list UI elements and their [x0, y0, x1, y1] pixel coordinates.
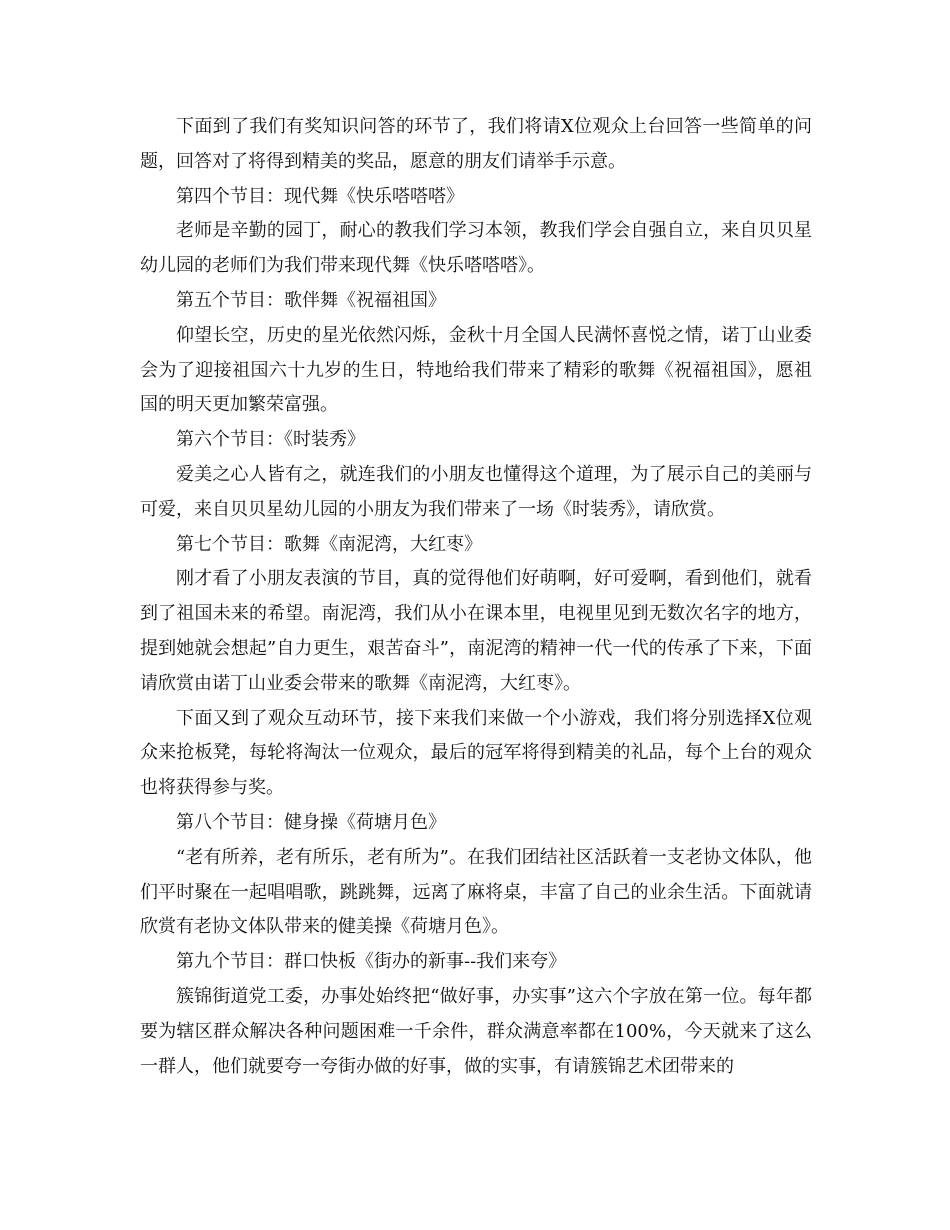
document-body: [140, 110, 812, 1084]
paragraph-program-6: 爱美之心人皆有之，就连我们的小朋友也懂得这个道理，为了展示自己的美丽与可爱，来自贝贝星幼儿园的小朋友为我们带来了一场《时装秀》，请欣赏。: [140, 463, 812, 520]
paragraph-program-7: 刚才看了小朋友表演的节目，真的觉得他们好萌啊，好可爱啊，看到他们，就看到了祖国未来的希望。南泥湾，我们从小在课本里，电视里见到无数次名字的地方，提到她就会想起”自力更生，艰苦奋斗”，南泥湾的精神一代一代的传承了下来，下面请欣赏由诺丁山业委会带来的歌舞《南泥湾，大红枣》。: [140, 568, 812, 694]
paragraph-program-9: 簇锦街道党工委，办事处始终把“做好事，办实事”这六个字放在第一位。每年都要为辖区群众解决各种问题困难一千余件，群众满意率都在100%，今天就来了这么一群人，他们就要夸一夸街办做的好事，做的实事，有请簇锦艺术团带来的: [140, 985, 812, 1077]
program-heading-5: 第五个节目：歌伴舞《祝福祖国》: [176, 289, 446, 311]
paragraph-quiz-intro: 下面到了我们有奖知识问答的环节了，我们将请X位观众上台回答一些简单的问题，回答对了将得到精美的奖品，愿意的朋友们请举手示意。: [140, 116, 812, 172]
program-heading-4: 第四个节目：现代舞《快乐嗒嗒嗒》: [176, 185, 464, 207]
program-heading-8: 第八个节目：健身操《荷塘月色》: [176, 811, 446, 833]
program-heading-6: 第六个节目：《时装秀》: [176, 429, 365, 451]
program-heading-7: 第七个节目：歌舞《南泥湾，大红枣》: [176, 533, 482, 555]
paragraph-program-4: 老师是辛勤的园丁，耐心的教我们学习本领，教我们学会自强自立，来自贝贝星幼儿园的老师们为我们带来现代舞《快乐嗒嗒嗒》。: [140, 220, 812, 277]
program-heading-9: 第九个节目：群口快板《街办的新事--我们来夸》: [176, 951, 567, 973]
paragraph-program-8: “老有所养，老有所乐，老有所为”。在我们团结社区活跃着一支老协文体队，他们平时聚在一起唱唱歌，跳跳舞，远离了麻将桌，丰富了自己的业余生活。下面就请欣赏有老协文体队带来的健美操《荷塘月色》。: [140, 846, 812, 938]
paragraph-program-5: 仰望长空，历史的星光依然闪烁，金秋十月全国人民满怀喜悦之情，诺丁山业委会为了迎接祖国六十九岁的生日，特地给我们带来了精彩的歌舞《祝福祖国》，愿祖国的明天更加繁荣富强。: [140, 324, 812, 416]
paragraph-audience-game: 下面又到了观众互动环节，接下来我们来做一个小游戏，我们将分别选择X位观众来抢板凳，每轮将淘汰一位观众，最后的冠军将得到精美的礼品，每个上台的观众也将获得参与奖。: [140, 707, 812, 799]
